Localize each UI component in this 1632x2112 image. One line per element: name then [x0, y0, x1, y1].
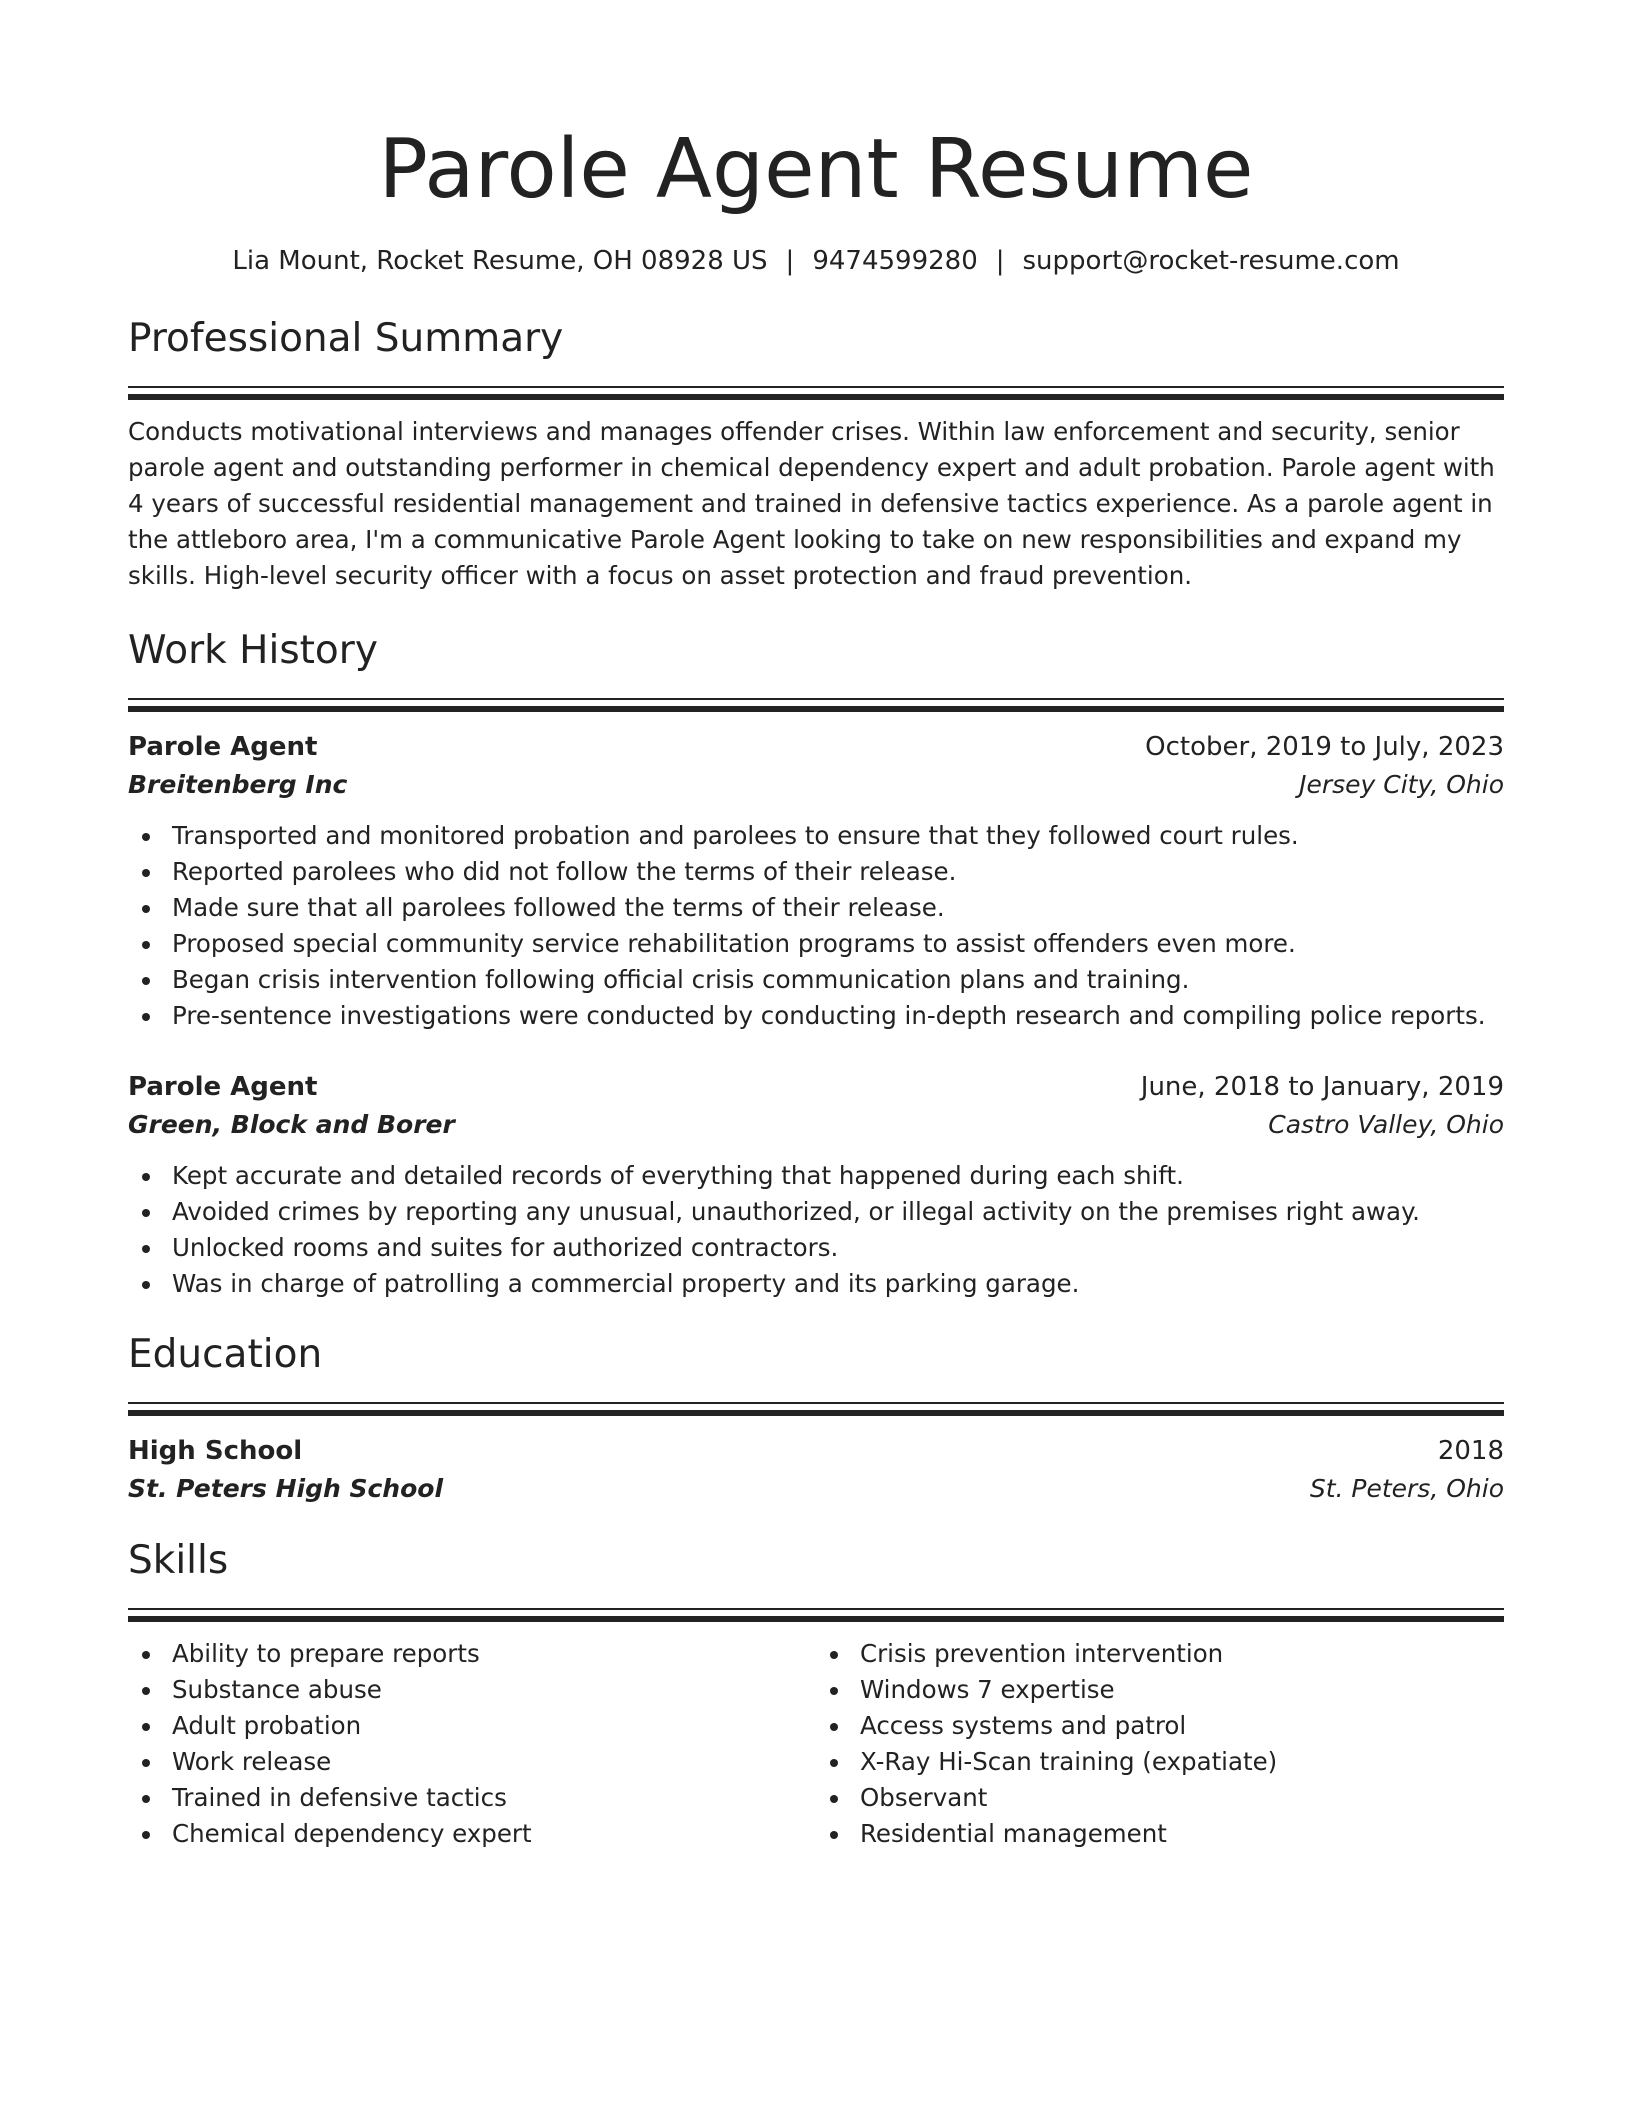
- skills-list-left: [128, 1636, 816, 1852]
- job-title: Parole Agent: [128, 1072, 318, 1102]
- list-item: Reported parolees who did not follow the terms of their release.: [172, 854, 1504, 890]
- contact-separator: |: [995, 246, 1005, 276]
- list-item: Avoided crimes by reporting any unusual, unauthorized, or illegal activity on the premises right away.: [172, 1194, 1504, 1230]
- skill-item: Residential management: [860, 1816, 1504, 1852]
- list-item: Was in charge of patrolling a commercial property and its parking garage.: [172, 1266, 1504, 1302]
- education-header-row: [128, 1432, 1504, 1470]
- summary-section: [128, 314, 1504, 594]
- skill-item: X-Ray Hi-Scan training (expatiate): [860, 1744, 1504, 1780]
- skill-item: Adult probation: [172, 1708, 816, 1744]
- section-divider: [128, 386, 1504, 400]
- contact-separator: |: [785, 246, 795, 276]
- job-company-row: [128, 766, 1504, 804]
- job-dates: October, 2019 to July, 2023: [1145, 732, 1504, 762]
- skill-item: Windows 7 expertise: [860, 1672, 1504, 1708]
- job-entry: [128, 728, 1504, 1034]
- summary-text: Conducts motivational interviews and manages offender crises. Within law enforcement and security, senior parole agent and outstanding performer in chemical dependency expert and adult probation. Parole agent with 4 years of successful residential management and trained in defensive tactics experience. As a parole agent in the attleboro area, I'm a communicative Parole Agent looking to take on new responsibilities and expand my skills. High-level security officer with a focus on asset protection and fraud prevention.: [128, 417, 1495, 590]
- education-school: St. Peters High School: [128, 1474, 444, 1503]
- skill-item: Observant: [860, 1780, 1504, 1816]
- section-divider: [128, 1608, 1504, 1622]
- job-title: Parole Agent: [128, 732, 318, 762]
- education-entry: [128, 1432, 1504, 1508]
- skills-list-right: [816, 1636, 1504, 1852]
- section-heading-summary: Professional Summary: [128, 316, 564, 361]
- skill-item: Crisis prevention intervention: [860, 1636, 1504, 1672]
- education-school-row: [128, 1470, 1504, 1508]
- skill-item: Ability to prepare reports: [172, 1636, 816, 1672]
- job-duties-list: [128, 818, 1504, 1034]
- skills-section: [128, 1536, 1504, 1852]
- job-company-row: [128, 1106, 1504, 1144]
- section-heading-skills: Skills: [128, 1538, 229, 1583]
- education-location: St. Peters, Ohio: [1309, 1474, 1504, 1503]
- skill-item: Access systems and patrol: [860, 1708, 1504, 1744]
- section-heading-work-history: Work History: [128, 628, 378, 673]
- skill-item: Work release: [172, 1744, 816, 1780]
- list-item: Made sure that all parolees followed the terms of their release.: [172, 890, 1504, 926]
- list-item: Proposed special community service rehabilitation programs to assist offenders even more.: [172, 926, 1504, 962]
- job-duties-list: [128, 1158, 1504, 1302]
- list-item: Kept accurate and detailed records of everything that happened during each shift.: [172, 1158, 1504, 1194]
- resume-title: Parole Agent Resume: [378, 122, 1254, 217]
- job-location: Jersey City, Ohio: [1299, 770, 1504, 799]
- skill-item: Chemical dependency expert: [172, 1816, 816, 1852]
- skills-columns: [128, 1636, 1504, 1852]
- section-heading-education: Education: [128, 1332, 323, 1377]
- section-divider: [128, 1402, 1504, 1416]
- education-year: 2018: [1437, 1436, 1504, 1466]
- job-dates: June, 2018 to January, 2019: [1140, 1072, 1504, 1102]
- section-divider: [128, 698, 1504, 712]
- contact-address: Lia Mount, Rocket Resume, OH 08928 US: [232, 246, 768, 276]
- contact-email: support@rocket-resume.com: [1022, 246, 1400, 276]
- contact-phone: 9474599280: [812, 246, 978, 276]
- skill-item: Substance abuse: [172, 1672, 816, 1708]
- work-history-section: [128, 626, 1504, 1302]
- education-degree: High School: [128, 1436, 303, 1466]
- list-item: Pre-sentence investigations were conducted by conducting in-depth research and compiling police reports.: [172, 998, 1504, 1034]
- job-company: Breitenberg Inc: [128, 770, 348, 799]
- list-item: Transported and monitored probation and parolees to ensure that they followed court rules.: [172, 818, 1504, 854]
- list-item: Began crisis intervention following official crisis communication plans and training.: [172, 962, 1504, 998]
- job-location: Castro Valley, Ohio: [1268, 1110, 1504, 1139]
- job-entry: [128, 1068, 1504, 1302]
- education-section: [128, 1330, 1504, 1508]
- job-header-row: [128, 728, 1504, 766]
- contact-line: [128, 244, 1504, 278]
- skill-item: Trained in defensive tactics: [172, 1780, 816, 1816]
- job-header-row: [128, 1068, 1504, 1106]
- job-company: Green, Block and Borer: [128, 1110, 455, 1139]
- list-item: Unlocked rooms and suites for authorized contractors.: [172, 1230, 1504, 1266]
